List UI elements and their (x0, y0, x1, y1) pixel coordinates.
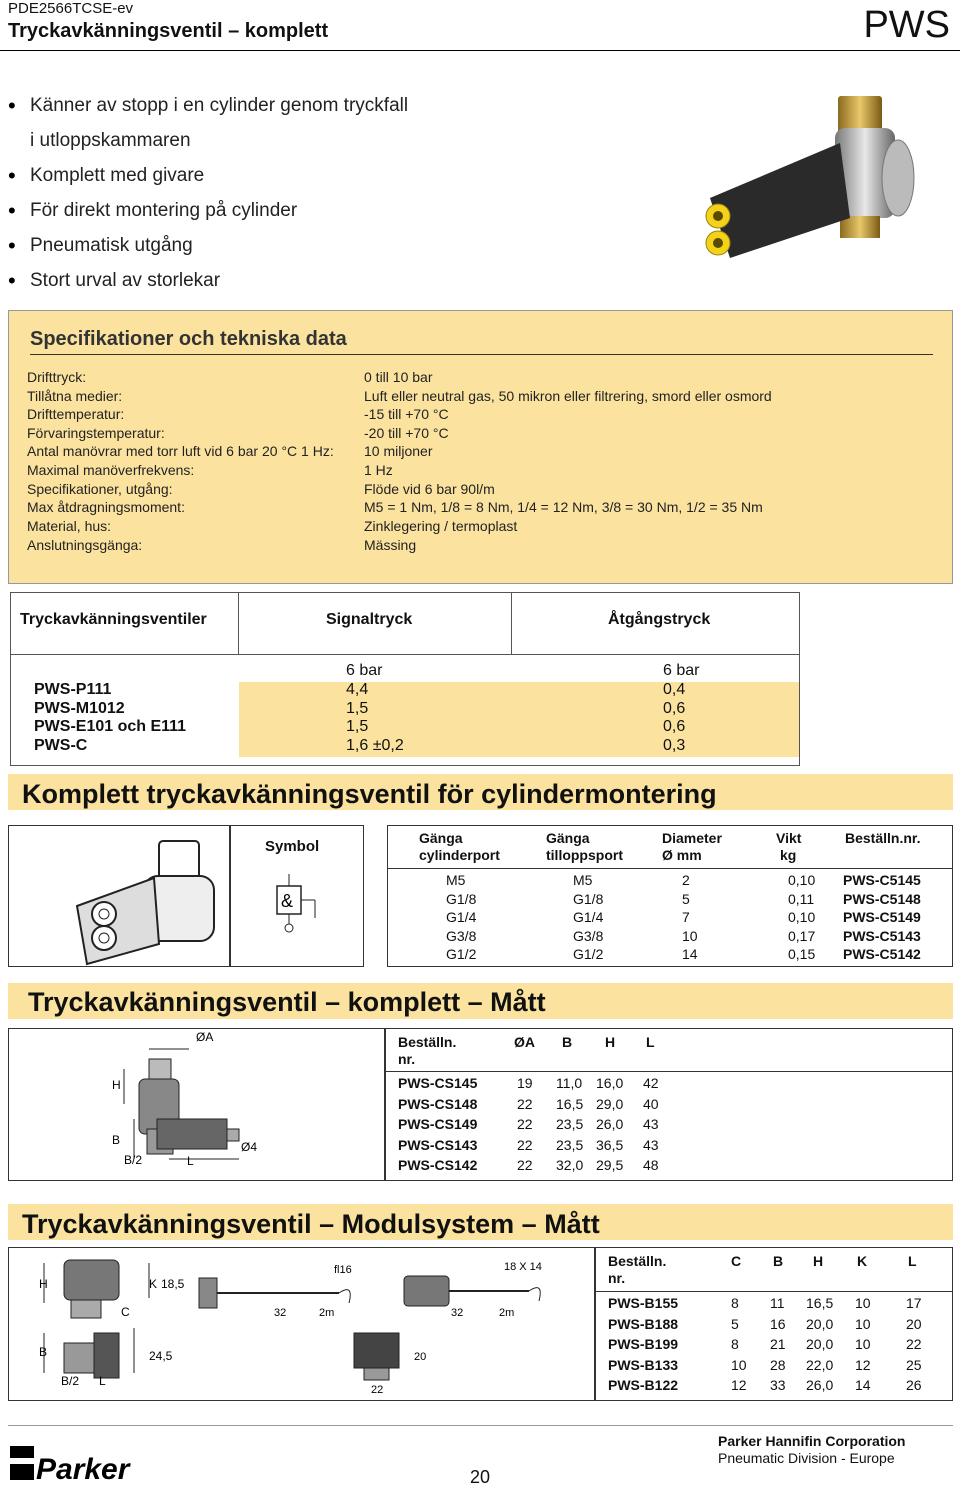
col-header: C (731, 1253, 742, 1269)
values-highlight (239, 682, 799, 757)
label-b2: B/2 (61, 1374, 80, 1388)
spec-value: -15 till +70 °C (364, 406, 449, 422)
komplett-cell-thread-cylinder: G3/8 (446, 927, 477, 944)
col-header: Gänga (546, 830, 590, 846)
modul-table-divider (595, 1291, 953, 1292)
spec-value: 0 till 10 bar (364, 369, 433, 385)
modul-cell-h: 20,0 (806, 1315, 834, 1332)
feature-list (8, 88, 408, 298)
label-c: C (121, 1305, 130, 1319)
modul-cell-c: 10 (731, 1356, 747, 1373)
parker-logo (10, 1438, 150, 1488)
modul-cell-b: 11 (770, 1295, 785, 1311)
col-header: ØA (514, 1034, 535, 1050)
dimension-drawing-panel (8, 1028, 385, 1181)
feature-item: • För direkt montering på cylinder (8, 193, 408, 228)
spec-value: 10 miljoner (364, 443, 433, 459)
section-title-matt: Tryckavkänningsventil – komplett – Mått (28, 987, 546, 1017)
modul-cell-b: 16 (770, 1315, 786, 1332)
col-header: Beställn. (398, 1034, 457, 1050)
matt-cell-h: 36,5 (596, 1136, 624, 1153)
modul-cell-k: 10 (855, 1295, 871, 1311)
col-header: Gänga (419, 830, 463, 846)
signal-header-valve: Tryckavkänningsventiler (20, 611, 207, 628)
modul-cell-order-number: PWS-B133 (608, 1356, 679, 1373)
signal-row-consumption: 0,6 (663, 700, 686, 717)
label-185: 18,5 (161, 1277, 185, 1291)
spec-title: Specifikationer och tekniska data (30, 328, 347, 350)
komplett-cell-thread-supply: G1/8 (573, 890, 604, 907)
komplett-cell-thread-cylinder: G1/2 (446, 946, 477, 962)
section-title-komplett: Komplett tryckavkänningsventil för cylindermontering (22, 779, 717, 809)
col-header: K (857, 1253, 868, 1269)
page-title: Tryckavkänningsventil – komplett (8, 20, 329, 42)
col-header: H (813, 1253, 824, 1269)
matt-cell-l: 40 (643, 1095, 659, 1112)
symbol-and-gate: & (281, 891, 294, 911)
document-code: PDE2566TCSE-ev (8, 0, 134, 17)
modul-cell-b: 33 (770, 1377, 786, 1393)
komplett-cell-weight: 0,17 (788, 927, 816, 944)
col-header: nr. (398, 1051, 416, 1067)
modul-cell-k: 10 (855, 1336, 871, 1352)
col-header: L (646, 1034, 655, 1050)
signal-row-name: PWS-C (34, 737, 88, 754)
matt-cell-b: 32,0 (556, 1157, 584, 1173)
spec-label: Drifttemperatur: (27, 406, 125, 422)
header-divider (0, 50, 960, 51)
label-k: K (149, 1277, 158, 1291)
komplett-cell-weight: 0,15 (788, 946, 816, 962)
spec-value: Mässing (364, 537, 417, 553)
matt-cell-oa: 19 (517, 1075, 533, 1091)
modul-cell-c: 8 (731, 1295, 739, 1311)
matt-cell-b: 23,5 (556, 1136, 584, 1153)
matt-cell-oa: 22 (517, 1095, 533, 1112)
spec-label: Tillåtna medier: (27, 388, 123, 404)
label-o4: Ø4 (241, 1140, 258, 1154)
feature-item: • Känner av stopp i en cylinder genom tryckfall (8, 88, 408, 123)
spec-label: Antal manövrar med torr luft vid 6 bar 20 °C 1 Hz: (27, 443, 334, 459)
matt-cell-h: 16,0 (596, 1075, 624, 1091)
spec-label: Anslutningsgänga: (27, 537, 143, 553)
product-family: PWS (863, 4, 950, 46)
page-number: 20 (470, 1467, 491, 1487)
consumption-subheader: 6 bar (663, 662, 700, 679)
label-h: H (39, 1277, 48, 1291)
col-header: Diameter (662, 830, 722, 846)
signal-row-signal: 1,6 ±0,2 (346, 737, 404, 754)
signal-row-consumption: 0,4 (663, 681, 686, 698)
label-l: L (99, 1374, 106, 1388)
division-name: Pneumatic Division - Europe (718, 1450, 895, 1466)
label-b: B (39, 1345, 48, 1359)
modul-cell-c: 12 (731, 1377, 747, 1393)
modul-cell-order-number: PWS-B122 (608, 1377, 679, 1393)
spec-label: Material, hus: (27, 518, 112, 534)
spec-value: Zinklegering / termoplast (364, 518, 518, 534)
signal-row-consumption: 0,6 (663, 718, 686, 735)
label-h: H (112, 1078, 121, 1092)
matt-cell-h: 29,0 (596, 1095, 624, 1112)
modul-cell-h: 26,0 (806, 1377, 834, 1393)
matt-cell-b: 16,5 (556, 1095, 584, 1112)
matt-cell-b: 23,5 (556, 1116, 584, 1132)
col-header: Vikt (776, 830, 802, 846)
matt-cell-oa: 22 (517, 1116, 533, 1132)
label-32b: 32 (451, 1307, 464, 1319)
modul-cell-c: 8 (731, 1336, 739, 1352)
spec-divider (30, 354, 933, 355)
modul-cell-h: 20,0 (806, 1336, 834, 1352)
signal-row-name: PWS-E101 och E111 (34, 718, 187, 735)
col-header: B (773, 1253, 784, 1269)
company-name: Parker Hannifin Corporation (718, 1433, 906, 1449)
spec-value: Luft eller neutral gas, 50 mikron eller filtrering, smord eller osmord (364, 388, 772, 404)
label-oa: ØA (196, 1030, 214, 1044)
matt-cell-b: 11,0 (556, 1075, 583, 1091)
signal-row-signal: 4,4 (346, 681, 369, 698)
spec-label: Drifttryck: (27, 369, 87, 385)
col-header: kg (780, 847, 797, 863)
komplett-cell-thread-cylinder: G1/8 (446, 890, 477, 907)
modul-cell-l: 25 (906, 1356, 922, 1373)
signal-row-name: PWS-P111 (34, 681, 112, 698)
matt-cell-l: 43 (643, 1136, 659, 1153)
komplett-cell-thread-cylinder: M5 (446, 872, 466, 888)
col-header: tilloppsport (546, 847, 623, 863)
modul-cell-order-number: PWS-B199 (608, 1336, 679, 1352)
spec-label: Maximal manöverfrekvens: (27, 462, 195, 478)
modul-drawing (9, 1248, 594, 1400)
komplett-cell-weight: 0,11 (788, 890, 815, 907)
komplett-cell-thread-supply: M5 (573, 872, 593, 888)
dimension-drawing (9, 1029, 384, 1180)
modul-cell-k: 10 (855, 1315, 871, 1332)
komplett-cell-diameter: 7 (682, 909, 690, 925)
label-b: B (112, 1133, 121, 1147)
label-l: L (187, 1154, 194, 1168)
komplett-cell-diameter: 14 (682, 946, 698, 962)
col-header: cylinderport (419, 847, 500, 863)
matt-cell-order-number: PWS-CS148 (398, 1095, 478, 1112)
komplett-cell-weight: 0,10 (788, 909, 816, 925)
symbol-label: Symbol (265, 838, 320, 855)
matt-table-divider (385, 1071, 953, 1072)
label-b2: B/2 (124, 1153, 143, 1167)
spec-label: Max åtdragningsmoment: (27, 499, 185, 515)
komplett-cell-order-number: PWS-C5148 (843, 890, 921, 907)
komplett-cell-order-number: PWS-C5142 (843, 946, 921, 962)
valve-drawing (9, 826, 229, 966)
spec-value: M5 = 1 Nm, 1/8 = 8 Nm, 1/4 = 12 Nm, 3/8 = 30 Nm, 1/2 = 35 Nm (364, 499, 763, 515)
col-header: nr. (608, 1270, 626, 1286)
feature-item: • Pneumatisk utgång (8, 228, 408, 263)
modul-cell-l: 20 (906, 1315, 922, 1332)
spec-label: Specifikationer, utgång: (27, 481, 173, 497)
label-fl16: fl16 (334, 1264, 352, 1276)
signal-row-signal: 1,5 (346, 718, 369, 735)
modul-cell-b: 28 (770, 1356, 786, 1373)
svg-text:Parker: Parker (36, 1453, 130, 1486)
signal-header-signal: Signaltryck (326, 611, 413, 628)
col-header: Beställn. (608, 1253, 667, 1269)
matt-cell-h: 26,0 (596, 1116, 624, 1132)
label-2mb: 2m (499, 1307, 515, 1319)
label-20: 20 (414, 1351, 427, 1363)
komplett-cell-order-number: PWS-C5145 (843, 872, 921, 888)
modul-cell-h: 16,5 (806, 1295, 834, 1311)
matt-cell-l: 48 (643, 1157, 659, 1173)
footer-divider (8, 1425, 953, 1426)
label-22: 22 (371, 1384, 384, 1396)
col-header: Beställn.nr. (845, 830, 921, 846)
matt-cell-h: 29,5 (596, 1157, 624, 1173)
modul-cell-k: 14 (855, 1377, 871, 1393)
komplett-cell-thread-cylinder: G1/4 (446, 909, 477, 925)
komplett-cell-thread-supply: G1/4 (573, 909, 604, 925)
label-2ma: 2m (319, 1307, 335, 1319)
label-245: 24,5 (149, 1349, 173, 1363)
komplett-cell-order-number: PWS-C5149 (843, 909, 921, 925)
signal-row-name: PWS-M1012 (34, 700, 125, 717)
matt-cell-order-number: PWS-CS142 (398, 1157, 478, 1173)
matt-cell-l: 43 (643, 1116, 659, 1132)
section-title-modul: Tryckavkänningsventil – Modulsystem – Mått (22, 1209, 600, 1239)
komplett-cell-order-number: PWS-C5143 (843, 927, 921, 944)
col-header: Ø mm (662, 847, 702, 863)
pneumatic-symbol (265, 868, 345, 948)
matt-cell-order-number: PWS-CS143 (398, 1136, 478, 1153)
komplett-table-divider (387, 868, 953, 869)
product-photo (690, 88, 930, 258)
modul-cell-l: 22 (906, 1336, 922, 1352)
modul-cell-order-number: PWS-B188 (608, 1315, 679, 1332)
modul-cell-l: 17 (906, 1295, 922, 1311)
komplett-cell-diameter: 10 (682, 927, 698, 944)
col-header: L (908, 1253, 917, 1269)
signal-subheader: 6 bar (346, 662, 383, 679)
komplett-cell-weight: 0,10 (788, 872, 816, 888)
komplett-cell-diameter: 5 (682, 890, 690, 907)
spec-label: Förvaringstemperatur: (27, 425, 165, 441)
signal-row-signal: 1,5 (346, 700, 369, 717)
modul-cell-order-number: PWS-B155 (608, 1295, 679, 1311)
matt-cell-order-number: PWS-CS149 (398, 1116, 478, 1132)
komplett-cell-thread-supply: G3/8 (573, 927, 604, 944)
spec-value: -20 till +70 °C (364, 425, 449, 441)
komplett-cell-thread-supply: G1/2 (573, 946, 604, 962)
matt-cell-order-number: PWS-CS145 (398, 1075, 478, 1091)
valve-drawing-panel (8, 825, 230, 967)
modul-cell-k: 12 (855, 1356, 871, 1373)
modul-cell-b: 21 (770, 1336, 786, 1352)
label-18x14: 18 X 14 (504, 1261, 542, 1273)
feature-item: • Komplett med givare (8, 158, 408, 193)
label-32a: 32 (274, 1307, 287, 1319)
modul-cell-l: 26 (906, 1377, 922, 1393)
feature-item: • Stort urval av storlekar (8, 263, 408, 298)
spec-value: 1 Hz (364, 462, 393, 478)
col-header: H (605, 1034, 616, 1050)
modul-cell-c: 5 (731, 1315, 739, 1332)
col-header: B (562, 1034, 573, 1050)
matt-cell-oa: 22 (517, 1136, 533, 1153)
komplett-cell-diameter: 2 (682, 872, 690, 888)
feature-item-continuation: i utloppskammaren (30, 130, 191, 151)
parker-logo-mark (10, 1438, 150, 1488)
matt-cell-oa: 22 (517, 1157, 533, 1173)
signal-header-consumption: Åtgångstryck (608, 611, 711, 628)
modul-cell-h: 22,0 (806, 1356, 834, 1373)
matt-cell-l: 42 (643, 1075, 659, 1091)
spec-value: Flöde vid 6 bar 90l/m (364, 481, 495, 497)
modul-drawing-panel (8, 1247, 595, 1401)
signal-row-consumption: 0,3 (663, 737, 686, 754)
